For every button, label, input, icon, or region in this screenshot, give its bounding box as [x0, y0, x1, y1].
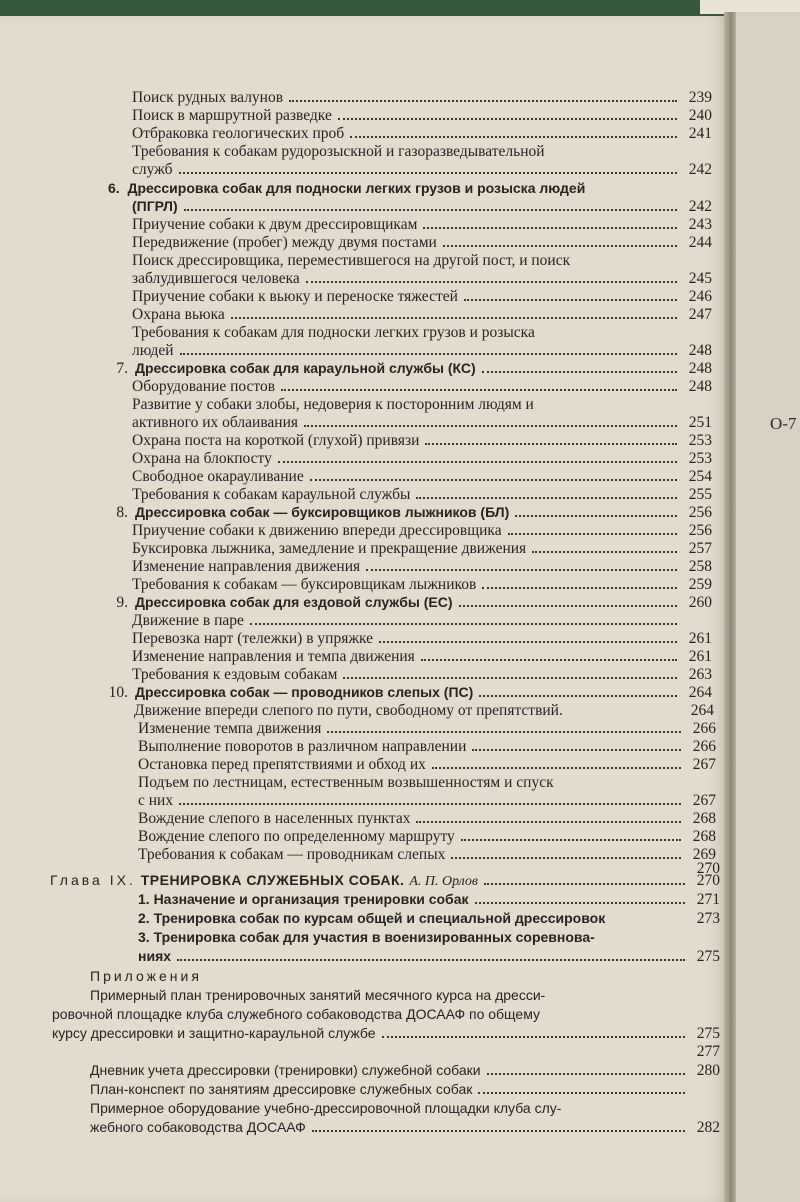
facing-page: [736, 12, 800, 1202]
toc-entry: Изменение направления и темпа движения 261: [132, 648, 712, 665]
toc-entry: Дневник учета дрессировки (тренировки) служебной собаки 280: [90, 1062, 720, 1079]
section-heading: 9. Дрессировка собак для ездовой службы (ЕС) 260: [116, 594, 712, 611]
toc-entry-line1: Требования к собакам для подноски легких грузов и розыска: [132, 324, 535, 341]
toc-page-number: 277: [696, 1043, 720, 1060]
section-heading: 7. Дрессировка собак для караульной службы (КС) 248: [116, 360, 712, 377]
toc-entry: Движение впереди слепого по пути, свободному от препятствий. 264: [134, 702, 714, 719]
toc-entry: Требования к собакам — буксировщикам лыжников 259: [132, 576, 712, 593]
toc-entry: Приучение собаки к двум дрессировщикам 243: [132, 216, 712, 233]
toc-entry: служб 242: [132, 161, 712, 178]
toc-entry: ниях 275: [138, 948, 720, 965]
facing-page-label: О-7: [770, 414, 797, 433]
toc-entry: с них 267: [138, 792, 716, 809]
toc-entry: Буксировка лыжника, замедление и прекращение движения 257: [132, 540, 712, 557]
toc-entry: 2. Тренировка собак по курсам общей и специальной дрессировок 273: [138, 910, 720, 927]
toc-entry: Отбраковка геологических проб 241: [132, 125, 712, 142]
appendix-entry-line2: ровочной площадке клуба служебного собаководства ДОСААФ по общему: [52, 1006, 540, 1022]
toc-entry: людей 248: [132, 342, 712, 359]
toc-entry: Охрана поста на короткой (глухой) привязи 253: [132, 432, 712, 449]
toc-entry: Выполнение поворотов в различном направлении 266: [138, 738, 716, 755]
toc-entry: жебного собаководства ДОСААФ 282: [90, 1119, 720, 1136]
section-heading-tail: (ПГРЛ) 242: [132, 198, 712, 215]
appendix-entry-line1: Примерный план тренировочных занятий месячного курса на дресси-: [90, 987, 546, 1003]
toc-entry-line1: Требования к собакам рудорозыскной и газоразведывательной: [132, 143, 545, 160]
toc-entry: Изменение направления движения 258: [132, 558, 712, 575]
section-heading: 8. Дрессировка собак — буксировщиков лыжников (БЛ) 256: [116, 504, 712, 521]
toc-entry: Передвижение (пробег) между двумя постами 244: [132, 234, 712, 251]
toc-entry: Требования к собакам караульной службы 255: [132, 486, 712, 503]
toc-entry: курсу дрессировки и защитно-караульной службе 275: [52, 1025, 720, 1042]
toc-entry: Вождение слепого в населенных пунктах 268: [138, 810, 716, 827]
toc-entry: Поиск в маршрутной разведке 240: [132, 107, 712, 124]
toc-entry: заблудившегося человека 245: [132, 270, 712, 287]
toc-entry: Требования к собакам — проводникам слепых 269: [138, 846, 716, 863]
toc-entry-line1: Подъем по лестницам, естественным возвышенностям и спуск: [138, 774, 554, 791]
appendix-entry-line1: Примерное оборудование учебно-дрессировочной площадки клуба слу-: [90, 1100, 562, 1116]
section-heading: 6. Дрессировка собак для подноски легких грузов и розыска людей: [108, 180, 586, 196]
chapter-heading: Глава IX. ТРЕНИРОВКА СЛУЖЕБНЫХ СОБАК. А. П. Орлов 270: [50, 872, 720, 889]
toc-page-number: 270: [696, 860, 720, 877]
toc-entry: 1. Назначение и организация тренировки собак 271: [138, 891, 720, 908]
toc-entry: Приучение собаки к вьюку и переноске тяжестей 246: [132, 288, 712, 305]
toc-entry-line1: 3. Тренировка собак для участия в военизированных соревнова-: [138, 929, 595, 945]
section-heading: 10. Дрессировка собак — проводников слепых (ПС) 264: [108, 684, 712, 701]
toc-entry-line1: Развитие у собаки злобы, недоверия к посторонним людям и: [132, 396, 534, 413]
toc-entry: Остановка перед препятствиями и обход их 267: [138, 756, 716, 773]
toc-entry: План-конспект по занятиям дрессировке служебных собак: [90, 1081, 720, 1098]
toc-entry: Поиск рудных валунов 239: [132, 89, 712, 106]
toc-entry: Перевозка нарт (тележки) в упряжке 261: [132, 630, 712, 647]
toc-entry-line1: Поиск дрессировщика, переместившегося на другой пост, и поиск: [132, 252, 571, 269]
toc-entry: Оборудование постов 248: [132, 378, 712, 395]
toc-entry: Приучение собаки к движению впереди дрессировщика 256: [132, 522, 712, 539]
toc-entry: Охрана вьюка 247: [132, 306, 712, 323]
appendix-heading: Приложения: [90, 968, 202, 984]
toc-entry: Движение в паре: [132, 612, 712, 629]
toc-entry: Охрана на блокпосту 253: [132, 450, 712, 467]
toc-entry: Требования к ездовым собакам 263: [132, 666, 712, 683]
toc-entry: Вождение слепого по определенному маршруту 268: [138, 828, 716, 845]
toc-entry: активного их облаивания 251: [132, 414, 712, 431]
toc-entry: Свободное окарауливание 254: [132, 468, 712, 485]
toc-entry: Изменение темпа движения 266: [138, 720, 716, 737]
